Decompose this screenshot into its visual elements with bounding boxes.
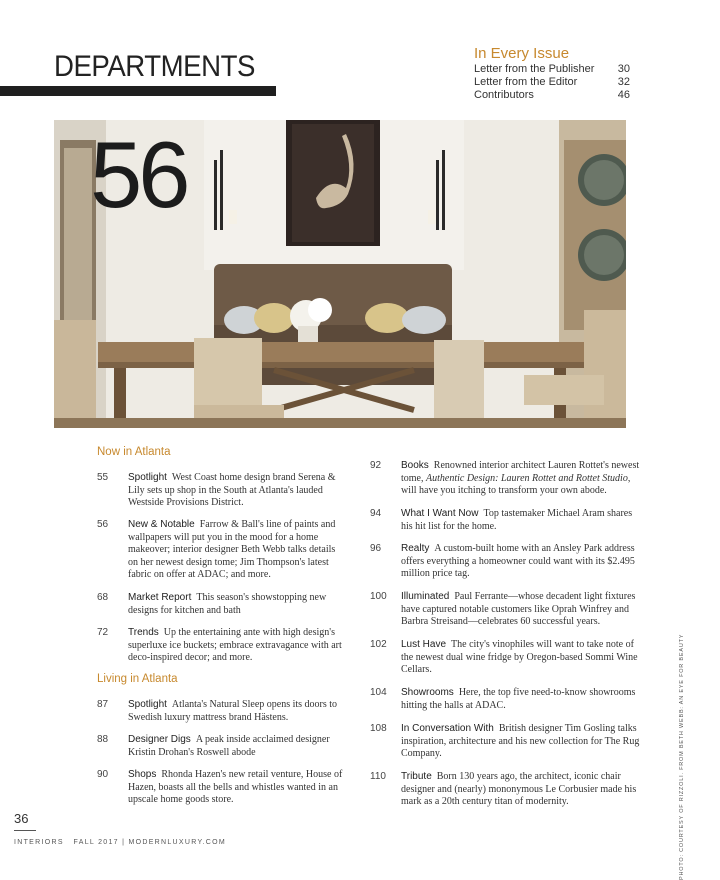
toc-entry-heading: Trends <box>128 627 159 638</box>
toc-entry-heading: Realty <box>401 543 430 554</box>
in-every-issue-heading: In Every Issue <box>474 45 570 62</box>
in-every-issue-page: 32 <box>617 76 630 88</box>
photo-credit: PHOTO: COURTESY OF RIZZOLI. FROM BETH WEBB: AN EYE FOR BEAUTY <box>679 633 685 880</box>
toc-entry-heading: Lust Have <box>401 639 447 650</box>
toc-entry-text: Rhonda Hazen's new retail venture, House of Hazen, boasts all the bells and whistles wanted in an upscale home goods store. <box>128 769 343 806</box>
toc-entry-page: 100 <box>370 591 387 602</box>
toc-entry-page: 72 <box>97 627 109 638</box>
toc-entry-heading: Spotlight <box>128 472 167 483</box>
section-heading-living-in-atlanta: Living in Atlanta <box>97 673 178 685</box>
toc-entry-page: 96 <box>370 543 382 554</box>
toc-entry-heading: Books <box>401 460 429 471</box>
section-heading-now-in-atlanta: Now in Atlanta <box>97 446 171 458</box>
toc-entry-text: Farrow & Ball's line of paints and wallpapers will put you in the mood for a home makeover; interior designer Beth Webb talks details on her newest design tome; Jim Thompson's latest fabric on offer at ADAC; and more. <box>128 519 336 581</box>
toc-entry-book-title: Authentic Design: Lauren Rottet and Rottet Studio <box>426 472 628 484</box>
toc-entry-text: The city's vinophiles will want to take note of the newest dual wine fridge by Oregon-based Sommi Wine Cellars. <box>401 639 638 676</box>
toc-entry-heading: Designer Digs <box>128 734 191 745</box>
toc-entry-page: 55 <box>97 472 109 483</box>
toc-entry-text: Top tastemaker Michael Aram shares his hit list for the home. <box>401 508 633 532</box>
toc-entry-heading: New & Notable <box>128 519 195 530</box>
toc-entry-heading: In Conversation With <box>401 723 494 734</box>
toc-entry-text: Born 130 years ago, the architect, iconic chair designer and (nearly) mononymous Le Corbusier made his mark as a 20th century titan of modernity. <box>401 771 637 808</box>
toc-entry-text: This season's showstopping new designs for kitchen and bath <box>128 592 327 616</box>
toc-entry-text: A peak inside acclaimed designer Kristin Drohan's Roswell abode <box>128 734 330 758</box>
in-every-issue-label: Contributors <box>474 89 534 101</box>
toc-entry-page: 68 <box>97 592 109 603</box>
toc-entry-text: Paul Ferrante—whose decadent light fixtures have captured notable customers like Oprah Winfrey and Barbra Streisand—celebrates 60 successful years. <box>401 591 636 628</box>
toc-entry-text: West Coast home design brand Serena & Lily sets up shop in the South at Atlanta's lauded Westside Provisions District. <box>128 472 336 509</box>
in-every-issue-page: 30 <box>617 63 630 75</box>
toc-entry-text: Up the entertaining ante with high design's superluxe ice buckets; embrace extravagance with art deco-inspired decor; and more. <box>128 627 342 664</box>
in-every-issue-page: 46 <box>617 89 630 101</box>
toc-entry-page: 110 <box>370 771 386 782</box>
page-number: 36 <box>14 811 29 826</box>
footer-masthead: INTERIORS FALL 2017 | MODERNLUXURY.COM <box>14 839 227 846</box>
toc-entry-heading: Market Report <box>128 592 192 603</box>
toc-entry-text: Renowned interior architect Lauren Rottet's newest tome, <box>401 460 640 484</box>
toc-entry-text-cont: , will have you itching to transform your own abode. <box>401 472 631 497</box>
title-underline-bar <box>0 86 276 96</box>
toc-entry-heading: What I Want Now <box>401 508 479 519</box>
in-every-issue-label: Letter from the Editor <box>474 76 578 88</box>
folio-rule <box>14 830 36 831</box>
toc-entry-heading: Spotlight <box>128 699 167 710</box>
toc-entry-page: 92 <box>370 460 382 471</box>
toc-entry-heading: Illuminated <box>401 591 450 602</box>
toc-entry-heading: Shops <box>128 769 157 780</box>
toc-entry-text: British designer Tim Gosling talks inspiration, architecture and his new collection for The Rug Company. <box>401 723 640 760</box>
toc-entry-page: 108 <box>370 723 387 734</box>
toc-entry-page: 87 <box>97 699 109 710</box>
toc-entry-text: A custom-built home with an Ansley Park address offers everything a homeowner could want with its $2.495 million price tag. <box>401 543 635 580</box>
toc-entry-text: Here, the top five need-to-know showrooms hitting the halls at ADAC. <box>401 687 636 711</box>
toc-entry-heading: Showrooms <box>401 687 454 698</box>
toc-entry-page: 90 <box>97 769 109 780</box>
toc-entry-page: 94 <box>370 508 382 519</box>
toc-entry-page: 102 <box>370 639 387 650</box>
toc-entry-page: 104 <box>370 687 387 698</box>
toc-entry-heading: Tribute <box>401 771 432 782</box>
page-title: DEPARTMENTS <box>54 50 255 83</box>
in-every-issue-item[interactable] <box>474 63 630 75</box>
in-every-issue-label: Letter from the Publisher <box>474 63 595 75</box>
in-every-issue-item[interactable] <box>474 89 630 101</box>
toc-entry-page: 88 <box>97 734 109 745</box>
feature-page-number: 56 <box>90 122 187 227</box>
in-every-issue-item[interactable] <box>474 76 630 88</box>
toc-entry-text: Atlanta's Natural Sleep opens its doors to Swedish luxury mattress brand Hästens. <box>128 699 338 723</box>
toc-entry-page: 56 <box>97 519 109 530</box>
